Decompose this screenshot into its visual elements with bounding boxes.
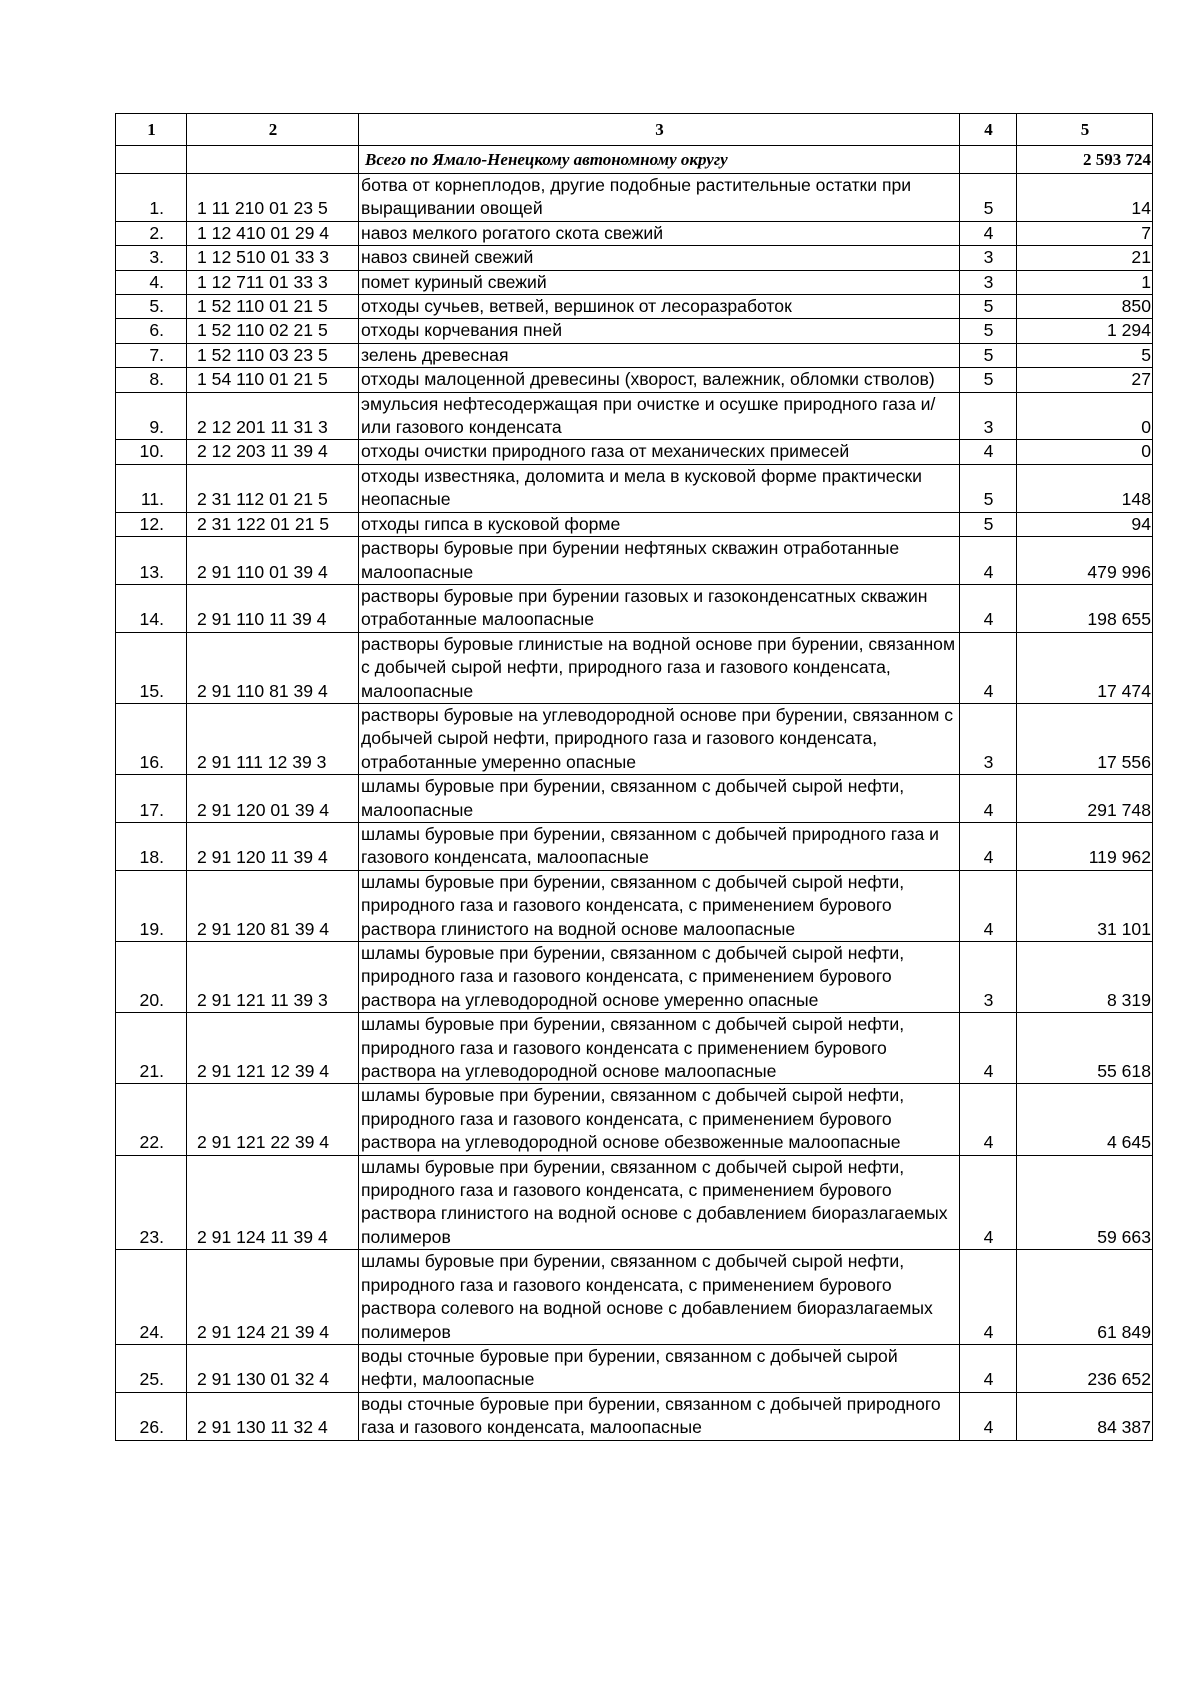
waste-code: 2 91 121 12 39 4 [187, 1013, 359, 1084]
waste-name: воды сточные буровые при бурении, связанном с добычей природного газа и газового конденсата, малоопасные [359, 1392, 960, 1440]
waste-code: 1 12 510 01 33 3 [187, 246, 359, 270]
waste-name: навоз свиней свежий [359, 246, 960, 270]
table-row [116, 537, 1153, 585]
waste-name: растворы буровые при бурении газовых и газоконденсатных скважин отработанные малоопасные [359, 584, 960, 632]
hazard-class: 4 [960, 1392, 1017, 1440]
waste-table [115, 113, 1153, 1441]
hazard-class: 5 [960, 343, 1017, 367]
hazard-class: 3 [960, 942, 1017, 1013]
waste-amount: 0 [1017, 392, 1153, 440]
waste-name: шламы буровые при бурении, связанном с добычей сырой нефти, природного газа и газового конденсата с применением бурового раствора на углеводородной основе малоопасные [359, 1013, 960, 1084]
table-row [116, 942, 1153, 1013]
waste-amount: 291 748 [1017, 775, 1153, 823]
total-amount: 2 593 724 [1017, 146, 1153, 174]
header-col-2: 2 [187, 114, 359, 146]
row-number: 14. [116, 584, 187, 632]
table-row [116, 270, 1153, 294]
waste-amount: 8 319 [1017, 942, 1153, 1013]
waste-amount: 850 [1017, 295, 1153, 319]
waste-amount: 94 [1017, 512, 1153, 536]
hazard-class: 4 [960, 221, 1017, 245]
table-row [116, 775, 1153, 823]
row-number: 20. [116, 942, 187, 1013]
waste-code: 2 91 110 11 39 4 [187, 584, 359, 632]
header-col-4: 4 [960, 114, 1017, 146]
waste-amount: 236 652 [1017, 1344, 1153, 1392]
waste-amount: 479 996 [1017, 537, 1153, 585]
waste-code: 1 12 410 01 29 4 [187, 221, 359, 245]
row-number: 6. [116, 319, 187, 343]
hazard-class: 4 [960, 1155, 1017, 1250]
waste-name: шламы буровые при бурении, связанном с добычей сырой нефти, малоопасные [359, 775, 960, 823]
waste-name: отходы корчевания пней [359, 319, 960, 343]
table-row [116, 512, 1153, 536]
header-row [116, 114, 1153, 146]
hazard-class: 5 [960, 174, 1017, 222]
waste-amount: 0 [1017, 440, 1153, 464]
total-empty-cell [960, 146, 1017, 174]
waste-amount: 55 618 [1017, 1013, 1153, 1084]
hazard-class: 4 [960, 775, 1017, 823]
hazard-class: 4 [960, 1344, 1017, 1392]
waste-name: воды сточные буровые при бурении, связанном с добычей сырой нефти, малоопасные [359, 1344, 960, 1392]
row-number: 2. [116, 221, 187, 245]
waste-code: 2 91 130 11 32 4 [187, 1392, 359, 1440]
waste-amount: 27 [1017, 368, 1153, 392]
table-row [116, 440, 1153, 464]
table-row [116, 1344, 1153, 1392]
hazard-class: 4 [960, 870, 1017, 941]
waste-amount: 148 [1017, 464, 1153, 512]
row-number: 15. [116, 632, 187, 703]
waste-name: шламы буровые при бурении, связанном с добычей сырой нефти, природного газа и газового конденсата, с применением бурового раствора солевого на водной основе с добавлением биоразлагаемых полимеров [359, 1250, 960, 1345]
waste-amount: 21 [1017, 246, 1153, 270]
waste-name: шламы буровые при бурении, связанном с добычей сырой нефти, природного газа и газового конденсата, с применением бурового раствора на углеводородной основе умеренно опасные [359, 942, 960, 1013]
waste-code: 1 11 210 01 23 5 [187, 174, 359, 222]
total-empty-cell [187, 146, 359, 174]
waste-amount: 1 [1017, 270, 1153, 294]
table-row [116, 174, 1153, 222]
table-row [116, 464, 1153, 512]
waste-name: зелень древесная [359, 343, 960, 367]
hazard-class: 5 [960, 464, 1017, 512]
table-row [116, 870, 1153, 941]
waste-code: 2 91 121 11 39 3 [187, 942, 359, 1013]
total-empty-cell [116, 146, 187, 174]
table-row [116, 632, 1153, 703]
table-row [116, 246, 1153, 270]
waste-amount: 31 101 [1017, 870, 1153, 941]
table-row [116, 221, 1153, 245]
waste-name: растворы буровые глинистые на водной основе при бурении, связанном с добычей сырой нефти, природного газа и газового конденсата, малоопасные [359, 632, 960, 703]
waste-code: 2 91 120 81 39 4 [187, 870, 359, 941]
waste-name: растворы буровые при бурении нефтяных скважин отработанные малоопасные [359, 537, 960, 585]
hazard-class: 4 [960, 632, 1017, 703]
waste-code: 1 52 110 02 21 5 [187, 319, 359, 343]
table-row [116, 319, 1153, 343]
row-number: 10. [116, 440, 187, 464]
table-row [116, 703, 1153, 774]
waste-amount: 1 294 [1017, 319, 1153, 343]
waste-amount: 61 849 [1017, 1250, 1153, 1345]
row-number: 1. [116, 174, 187, 222]
waste-name: шламы буровые при бурении, связанном с добычей сырой нефти, природного газа и газового конденсата, с применением бурового раствора глинистого на водной основе малоопасные [359, 870, 960, 941]
waste-name: помет куриный свежий [359, 270, 960, 294]
hazard-class: 3 [960, 392, 1017, 440]
waste-code: 1 12 711 01 33 3 [187, 270, 359, 294]
waste-code: 1 54 110 01 21 5 [187, 368, 359, 392]
waste-code: 2 91 121 22 39 4 [187, 1084, 359, 1155]
waste-code: 1 52 110 01 21 5 [187, 295, 359, 319]
waste-name: отходы известняка, доломита и мела в кусковой форме практически неопасные [359, 464, 960, 512]
waste-code: 2 91 120 01 39 4 [187, 775, 359, 823]
table-body [116, 114, 1153, 1441]
waste-amount: 17 556 [1017, 703, 1153, 774]
waste-name: шламы буровые при бурении, связанном с добычей природного газа и газового конденсата, малоопасные [359, 822, 960, 870]
hazard-class: 4 [960, 1013, 1017, 1084]
waste-code: 2 31 122 01 21 5 [187, 512, 359, 536]
waste-code: 2 31 112 01 21 5 [187, 464, 359, 512]
waste-code: 2 91 120 11 39 4 [187, 822, 359, 870]
table-row [116, 822, 1153, 870]
waste-code: 2 91 110 01 39 4 [187, 537, 359, 585]
waste-code: 2 91 110 81 39 4 [187, 632, 359, 703]
waste-name: растворы буровые на углеводородной основе при бурении, связанном с добычей сырой нефти, природного газа и газового конденсата, отработанные умеренно опасные [359, 703, 960, 774]
waste-name: отходы очистки природного газа от механических примесей [359, 440, 960, 464]
waste-amount: 17 474 [1017, 632, 1153, 703]
row-number: 18. [116, 822, 187, 870]
waste-amount: 59 663 [1017, 1155, 1153, 1250]
hazard-class: 4 [960, 1250, 1017, 1345]
table-row [116, 1250, 1153, 1345]
row-number: 24. [116, 1250, 187, 1345]
row-number: 7. [116, 343, 187, 367]
row-number: 13. [116, 537, 187, 585]
hazard-class: 5 [960, 319, 1017, 343]
row-number: 16. [116, 703, 187, 774]
row-number: 11. [116, 464, 187, 512]
table-row [116, 1392, 1153, 1440]
hazard-class: 4 [960, 440, 1017, 464]
table-row [116, 1155, 1153, 1250]
total-row [116, 146, 1153, 174]
table-row [116, 368, 1153, 392]
waste-code: 2 91 124 21 39 4 [187, 1250, 359, 1345]
waste-code: 2 12 201 11 31 3 [187, 392, 359, 440]
waste-amount: 198 655 [1017, 584, 1153, 632]
row-number: 25. [116, 1344, 187, 1392]
hazard-class: 4 [960, 1084, 1017, 1155]
hazard-class: 4 [960, 822, 1017, 870]
row-number: 4. [116, 270, 187, 294]
table-row [116, 343, 1153, 367]
waste-amount: 5 [1017, 343, 1153, 367]
total-label: Всего по Ямало-Ненецкому автономному округу [359, 146, 960, 174]
hazard-class: 3 [960, 246, 1017, 270]
waste-name: шламы буровые при бурении, связанном с добычей сырой нефти, природного газа и газового конденсата, с применением бурового раствора глинистого на водной основе с добавлением биоразлагаемых полимеров [359, 1155, 960, 1250]
hazard-class: 4 [960, 584, 1017, 632]
table-row [116, 392, 1153, 440]
hazard-class: 3 [960, 270, 1017, 294]
waste-amount: 4 645 [1017, 1084, 1153, 1155]
row-number: 22. [116, 1084, 187, 1155]
row-number: 26. [116, 1392, 187, 1440]
header-col-5: 5 [1017, 114, 1153, 146]
row-number: 5. [116, 295, 187, 319]
row-number: 17. [116, 775, 187, 823]
waste-code: 2 91 124 11 39 4 [187, 1155, 359, 1250]
row-number: 19. [116, 870, 187, 941]
table-row [116, 295, 1153, 319]
waste-name: отходы гипса в кусковой форме [359, 512, 960, 536]
hazard-class: 4 [960, 537, 1017, 585]
waste-name: отходы малоценной древесины (хворост, валежник, обломки стволов) [359, 368, 960, 392]
row-number: 12. [116, 512, 187, 536]
waste-code: 2 91 111 12 39 3 [187, 703, 359, 774]
row-number: 23. [116, 1155, 187, 1250]
waste-name: навоз мелкого рогатого скота свежий [359, 221, 960, 245]
row-number: 21. [116, 1013, 187, 1084]
waste-name: ботва от корнеплодов, другие подобные растительные остатки при выращивании овощей [359, 174, 960, 222]
waste-amount: 7 [1017, 221, 1153, 245]
waste-code: 2 12 203 11 39 4 [187, 440, 359, 464]
waste-code: 1 52 110 03 23 5 [187, 343, 359, 367]
waste-amount: 119 962 [1017, 822, 1153, 870]
waste-name: шламы буровые при бурении, связанном с добычей сырой нефти, природного газа и газового конденсата, с применением бурового раствора на углеводородной основе обезвоженные малоопасные [359, 1084, 960, 1155]
hazard-class: 3 [960, 703, 1017, 774]
header-col-1: 1 [116, 114, 187, 146]
row-number: 3. [116, 246, 187, 270]
waste-amount: 14 [1017, 174, 1153, 222]
waste-amount: 84 387 [1017, 1392, 1153, 1440]
table-row [116, 1084, 1153, 1155]
row-number: 8. [116, 368, 187, 392]
hazard-class: 5 [960, 512, 1017, 536]
waste-code: 2 91 130 01 32 4 [187, 1344, 359, 1392]
table-row [116, 584, 1153, 632]
header-col-3: 3 [359, 114, 960, 146]
hazard-class: 5 [960, 368, 1017, 392]
row-number: 9. [116, 392, 187, 440]
waste-name: эмульсия нефтесодержащая при очистке и осушке природного газа и/или газового конденсата [359, 392, 960, 440]
waste-name: отходы сучьев, ветвей, вершинок от лесоразработок [359, 295, 960, 319]
table-row [116, 1013, 1153, 1084]
hazard-class: 5 [960, 295, 1017, 319]
